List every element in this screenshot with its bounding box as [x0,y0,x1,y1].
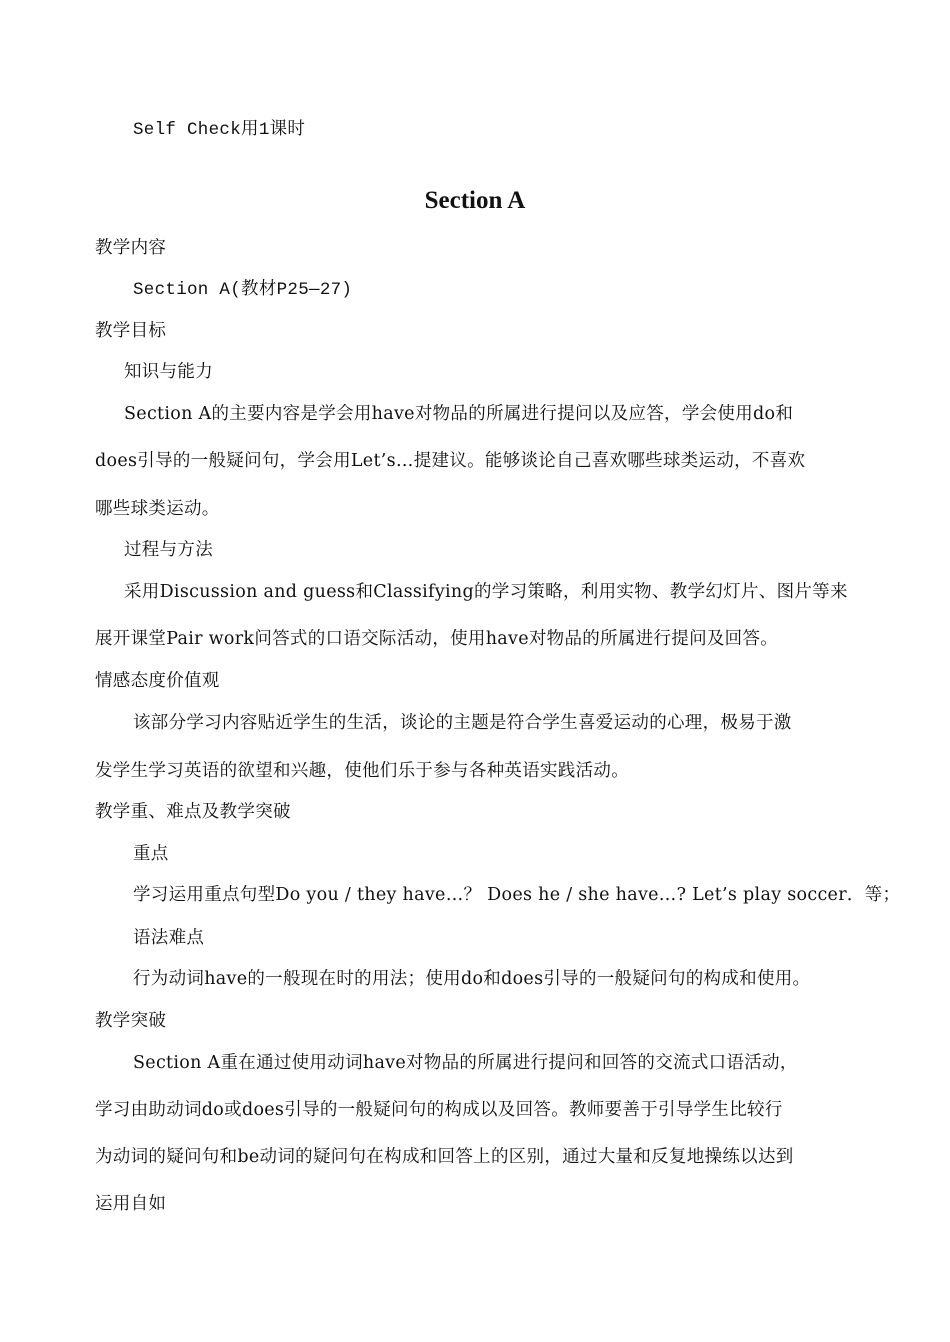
emotion-heading: 情感态度价值观 [95,671,220,691]
breakthrough-line-4: 运用自如 [95,1194,167,1214]
content-text: Section A(教材P25—27) [133,280,353,300]
difficult-text: 行为动词have的一般现在时的用法；使用do和does引导的一般疑问句的构成和使用。 [133,969,811,989]
process-line-1: 采用Discussion and guess和Classifying的学习策略，利用实物、教学幻灯片、图片等来 [124,582,848,602]
breakthrough-line-1: Section A重在通过使用动词have对物品的所属进行提问和回答的交流式口语活动， [133,1053,798,1073]
knowledge-heading: 知识与能力 [124,362,213,382]
key-text: 学习运用重点句型Do you / they have…？ Does he / she have…? Let’s play soccer．等； [133,885,901,905]
content-heading: 教学内容 [95,238,167,258]
emotion-line-2: 发学生学习英语的欲望和兴趣，使他们乐于参与各种英语实践活动。 [95,761,629,781]
section-title: Section A [424,187,526,214]
breakthrough-line-3: 为动词的疑问句和be动词的疑问句在构成和回答上的区别，通过大量和反复地操练以达到 [95,1147,794,1167]
difficult-heading: 语法难点 [133,928,205,948]
key-heading: 重点 [133,844,169,864]
header-line: Self Check用1课时 [133,120,306,140]
breakthrough-heading: 教学突破 [95,1011,167,1031]
process-line-2: 展开课堂Pair work问答式的口语交际活动，使用have对物品的所属进行提问及回答。 [95,629,779,649]
knowledge-line-2: does引导的一般疑问句，学会用Let’s…提建议。能够谈论自己喜欢哪些球类运动，不喜欢 [95,451,806,471]
knowledge-line-1: Section A的主要内容是学会用have对物品的所属进行提问以及应答，学会使用do和 [124,404,794,424]
breakthrough-line-2: 学习由助动词do或does引导的一般疑问句的构成以及回答。教师要善于引导学生比较行 [95,1100,783,1120]
process-heading: 过程与方法 [124,540,213,560]
emotion-line-1: 该部分学习内容贴近学生的生活，谈论的主题是符合学生喜爱运动的心理，极易于激 [133,713,792,733]
key-difficult-heading: 教学重、难点及教学突破 [95,802,291,822]
knowledge-line-3: 哪些球类运动。 [95,499,220,519]
goals-heading: 教学目标 [95,321,167,341]
